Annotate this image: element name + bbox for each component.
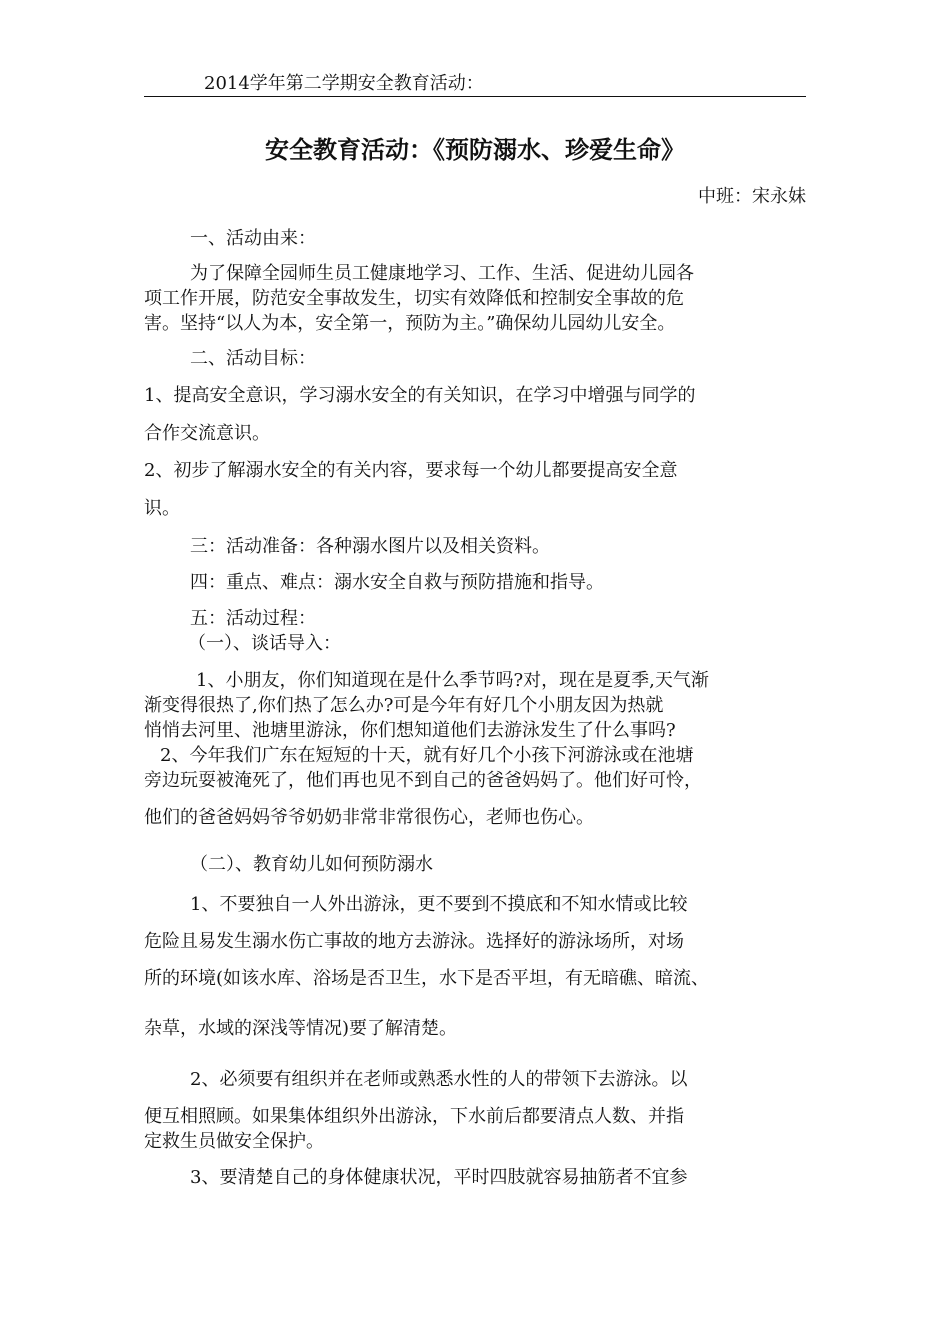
paragraph-line: 2、今年我们广东在短短的十天，就有好几个小孩下河游泳或在池塘 — [160, 745, 694, 766]
paragraph-line: 2、初步了解溺水安全的有关内容，要求每一个幼儿都要提高安全意 — [144, 460, 678, 481]
paragraph-line: 杂草，水域的深浅等情况)要了解清楚。 — [144, 1018, 458, 1039]
paragraph-line: 旁边玩耍被淹死了，他们再也见不到自己的爸爸妈妈了。他们好可怜， — [144, 770, 702, 791]
subsection-heading: （一）、谈话导入： — [188, 633, 341, 654]
paragraph-line: 1、提高安全意识，学习溺水安全的有关知识，在学习中增强与同学的 — [144, 385, 696, 406]
paragraph-line: 项工作开展，防范安全事故发生，切实有效降低和控制安全事故的危 — [144, 288, 684, 309]
paragraph-line: 悄悄去河里、池塘里游泳，你们想知道他们去游泳发生了什么事吗? — [144, 720, 676, 741]
subsection-heading: （二）、教育幼儿如何预防溺水 — [190, 854, 433, 875]
paragraph-line: 定救生员做安全保护。 — [144, 1131, 324, 1152]
paragraph-line: 2、必须要有组织并在老师或熟悉水性的人的带领下去游泳。以 — [190, 1069, 688, 1090]
section-heading: 三：活动准备：各种溺水图片以及相关资料。 — [190, 536, 550, 557]
paragraph-line: 1、小朋友，你们知道现在是什么季节吗?对，现在是夏季,天气渐 — [196, 670, 709, 691]
paragraph-line: 为了保障全园师生员工健康地学习、工作、生活、促进幼儿园各 — [190, 263, 694, 284]
paragraph-line: 1、不要独自一人外出游泳，更不要到不摸底和不知水情或比较 — [190, 894, 688, 915]
paragraph-line: 便互相照顾。如果集体组织外出游泳，下水前后都要清点人数、并指 — [144, 1106, 684, 1127]
document-title: 安全教育活动：《预防溺水、珍爱生命》 — [265, 136, 685, 164]
author-line: 中班：宋永妹 — [698, 186, 806, 207]
paragraph-line: 害。坚持“以人为本，安全第一，预防为主。”确保幼儿园幼儿安全。 — [144, 313, 676, 334]
paragraph-line: 所的环境(如该水库、浴场是否卫生，水下是否平坦，有无暗礁、暗流、 — [144, 968, 710, 989]
section-heading: 二、活动目标： — [190, 348, 316, 369]
paragraph-line: 他们的爸爸妈妈爷爷奶奶非常非常很伤心，老师也伤心。 — [144, 807, 594, 828]
paragraph-line: 渐变得很热了,你们热了怎么办?可是今年有好几个小朋友因为热就 — [144, 695, 664, 716]
paragraph-line: 3、要清楚自己的身体健康状况，平时四肢就容易抽筋者不宜参 — [190, 1167, 688, 1188]
section-heading: 四：重点、难点：溺水安全自救与预防措施和指导。 — [190, 572, 604, 593]
paragraph-line: 识。 — [144, 498, 180, 519]
section-heading: 一、活动由来： — [190, 228, 316, 249]
section-heading: 五：活动过程： — [190, 608, 316, 629]
page-header: 2014学年第二学期安全教育活动： — [204, 73, 484, 94]
header-rule — [144, 96, 806, 97]
paragraph-line: 合作交流意识。 — [144, 423, 270, 444]
paragraph-line: 危险且易发生溺水伤亡事故的地方去游泳。选择好的游泳场所，对场 — [144, 931, 684, 952]
